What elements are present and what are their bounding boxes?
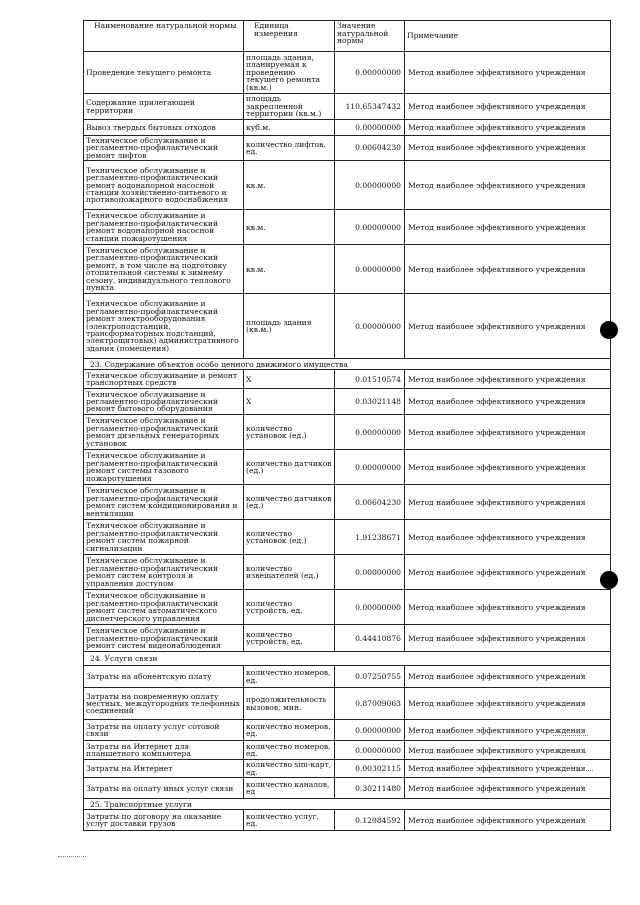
table-row — [84, 625, 611, 652]
table-row — [84, 485, 611, 520]
cell-note: Метод наиболее эффективного учреждения — [405, 136, 611, 161]
cell-unit: количество датчиков (ед.) — [244, 485, 335, 520]
section-title: 23. Содержание объектов особо ценного движимого имущества — [84, 359, 611, 370]
cell-note: Метод наиболее эффективного учреждения — [405, 415, 611, 450]
cell-name: Техническое обслуживание и регламентно-профилактический ремонт дизельных генераторных установок — [84, 415, 244, 450]
cell-value: 0.87009063 — [335, 688, 405, 720]
table-row — [84, 450, 611, 485]
cell-unit: кв.м. — [244, 245, 335, 294]
cell-note: Метод наиболее эффективного учреждения — [405, 94, 611, 120]
header-value: Значение натуральной нормы — [335, 21, 405, 52]
cell-note: Метод наиболее эффективного учреждения — [405, 555, 611, 590]
section-row — [84, 799, 611, 810]
table-row — [84, 810, 611, 831]
table-row — [84, 415, 611, 450]
cell-unit: количество установок (ед.) — [244, 415, 335, 450]
cell-value: 0.01510574 — [335, 370, 405, 389]
cell-name: Затраты на оплату иных услуг связи — [84, 778, 244, 799]
cell-value: 0.00000000 — [335, 450, 405, 485]
cell-note: Метод наиболее эффективного учреждения — [405, 625, 611, 652]
table-row — [84, 590, 611, 625]
table-body — [84, 52, 611, 831]
cell-name: Затраты на абонентскую плату — [84, 666, 244, 688]
cell-unit: куб.м. — [244, 120, 335, 136]
cell-name: Техническое обслуживание и регламентно-профилактический ремонт систем пожарной сигнализации — [84, 520, 244, 555]
cell-unit: продолжительность вызовов, мин. — [244, 688, 335, 720]
cell-name: Техническое обслуживание и регламентно-профилактический ремонт, в том числе на подготовку отопительной системы к зимнему сезону, индивидуального теплового пункта — [84, 245, 244, 294]
cell-unit: количество установок (ед.) — [244, 520, 335, 555]
header-note: Примечание — [405, 21, 611, 52]
cell-value: 0.03021148 — [335, 389, 405, 415]
cell-value: 0.12084592 — [335, 810, 405, 831]
cell-unit: количество датчиков (ед.) — [244, 450, 335, 485]
cell-note: Метод наиболее эффективного учреждения — [405, 389, 611, 415]
cell-note: Метод наиболее эффективного учреждения — [405, 485, 611, 520]
cell-unit: X — [244, 389, 335, 415]
cell-value: 0.00000000 — [335, 52, 405, 94]
cell-unit: количество извещателей (ед.) — [244, 555, 335, 590]
table-row — [84, 720, 611, 741]
cell-name: Затраты на Интернет для планшетного компьютера — [84, 741, 244, 760]
table-row — [84, 666, 611, 688]
section-row — [84, 652, 611, 666]
cell-value: 0.00000000 — [335, 415, 405, 450]
cell-note: Метод наиболее эффективного учреждения — [405, 161, 611, 210]
cell-name: Техническое обслуживание и регламентно-профилактический ремонт систем видеонаблюдения — [84, 625, 244, 652]
punch-hole-top — [600, 321, 618, 339]
cell-name: Затраты на повременную оплату местных, междугородних телефонных соединений — [84, 688, 244, 720]
cell-name: Вывоз твердых бытовых отходов — [84, 120, 244, 136]
cell-value: 0.00000000 — [335, 294, 405, 359]
scan-mark — [553, 735, 588, 736]
cell-value: 0.00000000 — [335, 741, 405, 760]
cell-unit: кв.м. — [244, 210, 335, 245]
cell-name: Техническое обслуживание и ремонт транспортных средств — [84, 370, 244, 389]
cell-name: Техническое обслуживание и регламентно-профилактический ремонт системы газового пожаротушения — [84, 450, 244, 485]
cell-unit: площадь здания (кв.м.) — [244, 294, 335, 359]
cell-name: Техническое обслуживание и регламентно-профилактический ремонт лифтов — [84, 136, 244, 161]
table-row — [84, 52, 611, 94]
table-row — [84, 555, 611, 590]
table-row — [84, 760, 611, 778]
cell-value: 110.65347432 — [335, 94, 405, 120]
table-row — [84, 778, 611, 799]
cell-unit: количество устройств, ед. — [244, 625, 335, 652]
cell-note: Метод наиболее эффективного учреждения — [405, 741, 611, 760]
cell-unit: количество номеров, ед. — [244, 741, 335, 760]
cell-name: Затраты по договору на оказание услуг доставки грузов — [84, 810, 244, 831]
cell-note: Метод наиболее эффективного учреждения — [405, 688, 611, 720]
cell-name: Техническое обслуживание и регламентно-профилактический ремонт систем автоматического диспетчерского управления — [84, 590, 244, 625]
table-row — [84, 370, 611, 389]
cell-unit: площадь здания, планируемая к проведению текущего ремонта (кв.м.) — [244, 52, 335, 94]
cell-note: Метод наиболее эффективного учреждения — [405, 720, 611, 741]
cell-note: Метод наиболее эффективного учреждения — [405, 810, 611, 831]
norms-table — [83, 20, 611, 831]
table-row — [84, 161, 611, 210]
cell-note: Метод наиболее эффективного учреждения — [405, 520, 611, 555]
cell-unit: кв.м. — [244, 161, 335, 210]
table-row — [84, 688, 611, 720]
header-unit: Единица измерения — [244, 21, 335, 52]
cell-note: Метод наиболее эффективного учреждения — [405, 120, 611, 136]
table-row — [84, 94, 611, 120]
cell-note: Метод наиболее эффективного учреждения — [405, 210, 611, 245]
cell-name: Затраты на Интернет — [84, 760, 244, 778]
punch-hole-bottom — [600, 571, 618, 589]
cell-value: 0.44410876 — [335, 625, 405, 652]
cell-name: Техническое обслуживание и регламентно-профилактический ремонт систем контроля и управления доступом — [84, 555, 244, 590]
table-row — [84, 520, 611, 555]
cell-value: 0.30211480 — [335, 778, 405, 799]
table-row — [84, 136, 611, 161]
cell-note: Метод наиболее эффективного учреждения — [405, 450, 611, 485]
table-row — [84, 294, 611, 359]
cell-name: Содержание прилегающей территории — [84, 94, 244, 120]
cell-note: Метод наиболее эффективного учреждения — [405, 52, 611, 94]
cell-value: 0.00604230 — [335, 485, 405, 520]
cell-value: 1.91238671 — [335, 520, 405, 555]
cell-note: Метод наиболее эффективного учреждения — [405, 245, 611, 294]
cell-value: 0.00302115 — [335, 760, 405, 778]
cell-unit: количество номеров, ед. — [244, 666, 335, 688]
section-title: 25. Транспортные услуги — [84, 799, 611, 810]
cell-unit: количество услуг, ед. — [244, 810, 335, 831]
cell-name: Техническое обслуживание и регламентно-профилактический ремонт электрооборудования (электроподстанций, трансформаторных подстанций, электрощитовых) административного здания (помещения) — [84, 294, 244, 359]
cell-note: Метод наиболее эффективного учреждения — [405, 370, 611, 389]
table-row — [84, 210, 611, 245]
table-row — [84, 389, 611, 415]
section-row — [84, 359, 611, 370]
header-name: Наименование натуральной нормы — [84, 21, 244, 52]
scan-mark — [573, 770, 593, 771]
cell-unit: количество лифтов, ед. — [244, 136, 335, 161]
cell-unit: количество каналов, ед — [244, 778, 335, 799]
cell-name: Техническое обслуживание и регламентно-профилактический ремонт водонапорной насосной станции пожаротушения — [84, 210, 244, 245]
cell-value: 0.00000000 — [335, 120, 405, 136]
cell-value: 0.00000000 — [335, 590, 405, 625]
scan-mark — [561, 752, 586, 753]
table-row — [84, 120, 611, 136]
cell-unit: площадь закрепленной территории (кв.м.) — [244, 94, 335, 120]
cell-note: Метод наиболее эффективного учреждения — [405, 294, 611, 359]
table-row — [84, 741, 611, 760]
cell-name: Техническое обслуживание и регламентно-профилактический ремонт систем кондиционирования и вентиляции — [84, 485, 244, 520]
cell-note: Метод наиболее эффективного учреждения — [405, 760, 611, 778]
section-title: 24. Услуги связи — [84, 652, 611, 666]
cell-name: Проведение текущего ремонта — [84, 52, 244, 94]
cell-value: 0.00604230 — [335, 136, 405, 161]
cell-name: Техническое обслуживание и регламентно-профилактический ремонт водонапорной насосной станции хозяйственно-питьевого и противопожарного водоснабжения — [84, 161, 244, 210]
cell-unit: количество устройств, ед. — [244, 590, 335, 625]
table-row — [84, 245, 611, 294]
cell-value: 0.00000000 — [335, 161, 405, 210]
cell-unit: количество номеров, ед. — [244, 720, 335, 741]
cell-value: 0.00000000 — [335, 720, 405, 741]
cell-value: 0.00000000 — [335, 555, 405, 590]
scan-mark — [58, 856, 86, 857]
cell-unit: количество sim-карт, ед. — [244, 760, 335, 778]
cell-note: Метод наиболее эффективного учреждения — [405, 590, 611, 625]
cell-value: 0.07250755 — [335, 666, 405, 688]
cell-value: 0.00000000 — [335, 210, 405, 245]
cell-name: Затраты на оплату услуг сотовой связи — [84, 720, 244, 741]
cell-value: 0.00000000 — [335, 245, 405, 294]
cell-note: Метод наиболее эффективного учреждения — [405, 778, 611, 799]
cell-name: Техническое обслуживание и регламентно-профилактический ремонт бытового оборудования — [84, 389, 244, 415]
cell-note: Метод наиболее эффективного учреждения — [405, 666, 611, 688]
cell-unit: X — [244, 370, 335, 389]
table-header-row — [84, 21, 611, 52]
